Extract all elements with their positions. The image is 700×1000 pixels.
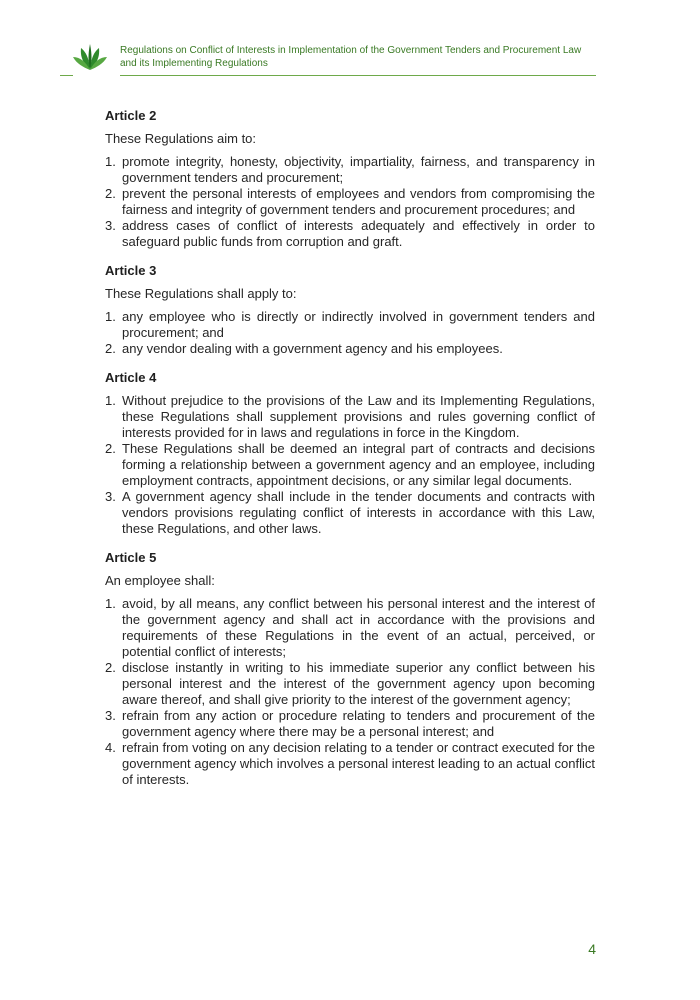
list-item xyxy=(105,489,595,537)
list-item-text: disclose instantly in writing to his immediate superior any conflict between his personal interest and the interest of the government agency upon becoming aware thereof, and shall give priority to the interest of the government agency; xyxy=(122,660,595,707)
list-item-number: 3. xyxy=(105,218,116,233)
article-section xyxy=(105,550,595,788)
leaf-logo-icon xyxy=(72,42,108,72)
article-list xyxy=(105,596,595,788)
list-item xyxy=(105,596,595,660)
article-section xyxy=(105,108,595,250)
list-item xyxy=(105,309,595,341)
page-header xyxy=(60,38,596,76)
article-intro: These Regulations shall apply to: xyxy=(105,286,297,301)
list-item-text: refrain from any action or procedure relating to tenders and procurement of the government agency where there may be a personal interest; and xyxy=(122,708,595,739)
list-item-text: avoid, by all means, any conflict between his personal interest and the interest of the government agency and shall act in accordance with the provisions and requirements of these Regulations in the event of an actual, perceived, or potential conflict of interests; xyxy=(122,596,595,659)
list-item xyxy=(105,186,595,218)
list-item-number: 1. xyxy=(105,393,116,408)
article-heading: Article 3 xyxy=(105,263,157,278)
list-item-text: any vendor dealing with a government agency and his employees. xyxy=(122,341,503,356)
article-list xyxy=(105,154,595,250)
list-item xyxy=(105,218,595,250)
header-rule-left xyxy=(60,75,73,76)
article-heading: Article 4 xyxy=(105,370,157,385)
list-item-text: promote integrity, honesty, objectivity, impartiality, fairness, and transparency in government tenders and procurement; xyxy=(122,154,595,185)
list-item-number: 3. xyxy=(105,489,116,504)
page-number: 4 xyxy=(588,941,596,957)
list-item-text: A government agency shall include in the tender documents and contracts with vendors provisions regulating conflict of interests in accordance with this Law, these Regulations, and other laws. xyxy=(122,489,595,536)
header-title: Regulations on Conflict of Interests in Implementation of the Government Tenders and Procurement Law and its Implementing Regulations xyxy=(120,45,582,69)
list-item-number: 1. xyxy=(105,596,116,611)
list-item-number: 2. xyxy=(105,186,116,201)
list-item-text: address cases of conflict of interests adequately and effectively in order to safeguard public funds from corruption and graft. xyxy=(122,218,595,249)
document-body xyxy=(105,108,595,801)
list-item-text: prevent the personal interests of employees and vendors from compromising the fairness and integrity of government tenders and procurement procedures; and xyxy=(122,186,595,217)
list-item-number: 4. xyxy=(105,740,116,755)
list-item-number: 1. xyxy=(105,154,116,169)
article-heading: Article 2 xyxy=(105,108,157,123)
header-rule xyxy=(120,75,596,76)
list-item-number: 3. xyxy=(105,708,116,723)
article-heading: Article 5 xyxy=(105,550,157,565)
list-item xyxy=(105,708,595,740)
list-item-number: 2. xyxy=(105,441,116,456)
list-item xyxy=(105,393,595,441)
list-item-number: 2. xyxy=(105,660,116,675)
article-intro: These Regulations aim to: xyxy=(105,131,257,146)
list-item-text: any employee who is directly or indirectly involved in government tenders and procurement; and xyxy=(122,309,595,340)
article-list xyxy=(105,393,595,537)
list-item xyxy=(105,660,595,708)
article-section xyxy=(105,263,595,357)
list-item-text: These Regulations shall be deemed an integral part of contracts and decisions forming a relationship between a government agency and an employee, including employment contracts, appointment decisions, or any similar legal documents. xyxy=(122,441,595,488)
list-item-number: 1. xyxy=(105,309,116,324)
list-item xyxy=(105,441,595,489)
article-intro: An employee shall: xyxy=(105,573,215,588)
article-list xyxy=(105,309,595,357)
list-item-text: Without prejudice to the provisions of the Law and its Implementing Regulations, these Regulations shall supplement provisions and rules governing conflict of interests provided for in laws and regulations in force in the Kingdom. xyxy=(122,393,595,440)
list-item xyxy=(105,740,595,788)
list-item-number: 2. xyxy=(105,341,116,356)
list-item-text: refrain from voting on any decision relating to a tender or contract executed for the government agency which involves a personal interest leading to an actual conflict of interests. xyxy=(122,740,595,787)
list-item xyxy=(105,154,595,186)
article-section xyxy=(105,370,595,537)
list-item xyxy=(105,341,595,357)
